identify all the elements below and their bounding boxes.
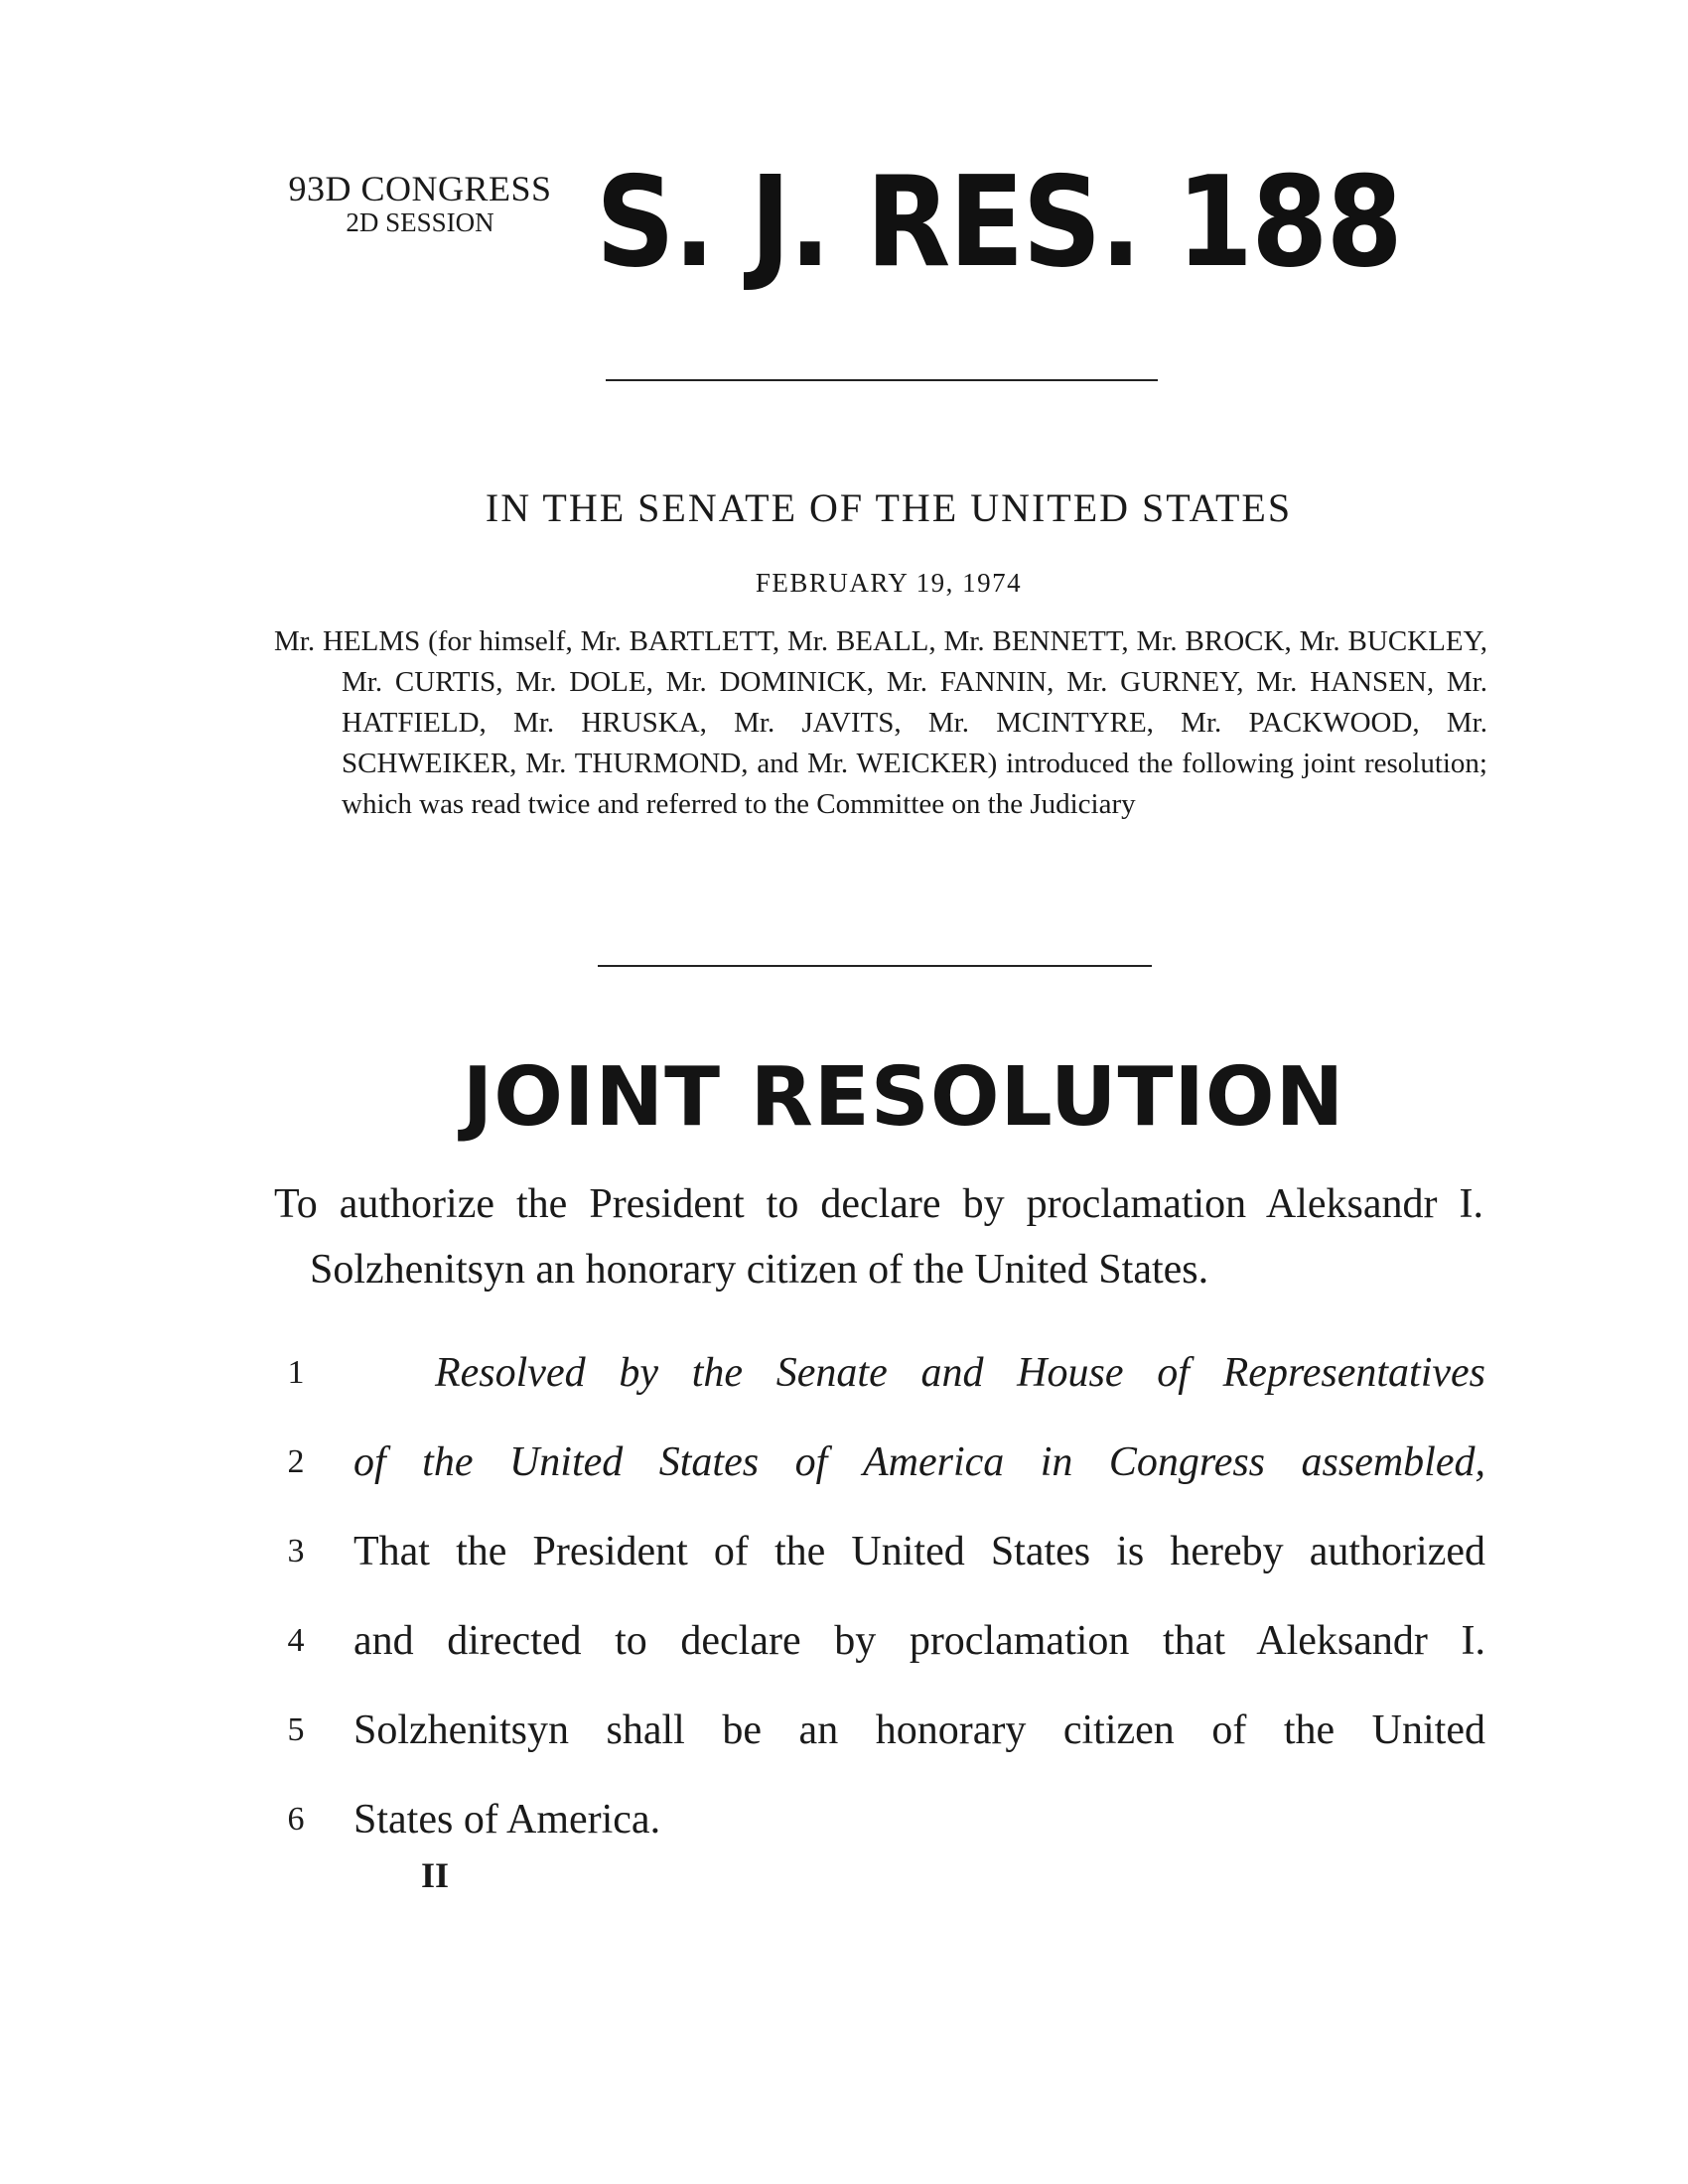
line-text: Resolved by the Senate and House of Representatives <box>435 1350 1485 1396</box>
header-divider <box>606 379 1158 381</box>
title-divider <box>598 965 1152 967</box>
chamber-heading: IN THE SENATE OF THE UNITED STATES <box>485 485 1293 530</box>
session-label: 2D SESSION <box>346 206 494 237</box>
purpose-statement: To authorize the President to declare by proclamation Aleksandr I. Solzhenitsyn an honorary citizen of the United States. <box>274 1181 1483 1293</box>
line-number: 5 <box>287 1711 305 1748</box>
footer-mark: II <box>421 1855 450 1895</box>
bill-number: S. J. RES. 188 <box>596 149 1402 295</box>
line-number: 1 <box>287 1354 305 1391</box>
numbered-line <box>274 1775 1485 1864</box>
sponsors-paragraph: Mr. HELMS (for himself, Mr. BARTLETT, Mr. BEALL, Mr. BENNETT, Mr. BROCK, Mr. BUCKLEY, Mr. CURTIS, Mr. DOLE, Mr. DOMINICK, Mr. FANNIN, Mr. GURNEY, Mr. HANSEN, Mr. HATFIELD, Mr. HRUSKA, Mr. JAVITS, Mr. MCINTYRE, Mr. PACKWOOD, Mr. SCHWEIKER, Mr. THURMOND, and Mr. WEICKER) introduced the following joint resolution; which was read twice and referred to the Committee on the Judiciary <box>274 625 1487 820</box>
numbered-line <box>274 1596 1485 1686</box>
line-text: States of America. <box>353 1797 661 1843</box>
line-number: 3 <box>287 1533 305 1570</box>
numbered-line <box>274 1418 1485 1507</box>
numbered-line <box>274 1507 1485 1596</box>
line-number: 4 <box>287 1622 305 1659</box>
document-title: JOINT RESOLUTION <box>462 1050 1345 1145</box>
line-number: 6 <box>287 1801 305 1838</box>
introduction-date: FEBRUARY 19, 1974 <box>755 568 1023 598</box>
numbered-line <box>274 1328 1485 1418</box>
resolution-body <box>274 1328 1485 1864</box>
numbered-line <box>274 1686 1485 1775</box>
congress-label: 93D CONGRESS <box>288 169 552 208</box>
line-text: of the United States of America in Congress assembled, <box>353 1439 1485 1485</box>
line-number: 2 <box>287 1443 305 1480</box>
line-text: and directed to declare by proclamation that Aleksandr I. <box>353 1618 1485 1664</box>
line-text: Solzhenitsyn shall be an honorary citizen of the United <box>353 1707 1485 1753</box>
congress-session-block <box>276 171 564 236</box>
line-text: That the President of the United States is hereby authorized <box>353 1529 1485 1574</box>
